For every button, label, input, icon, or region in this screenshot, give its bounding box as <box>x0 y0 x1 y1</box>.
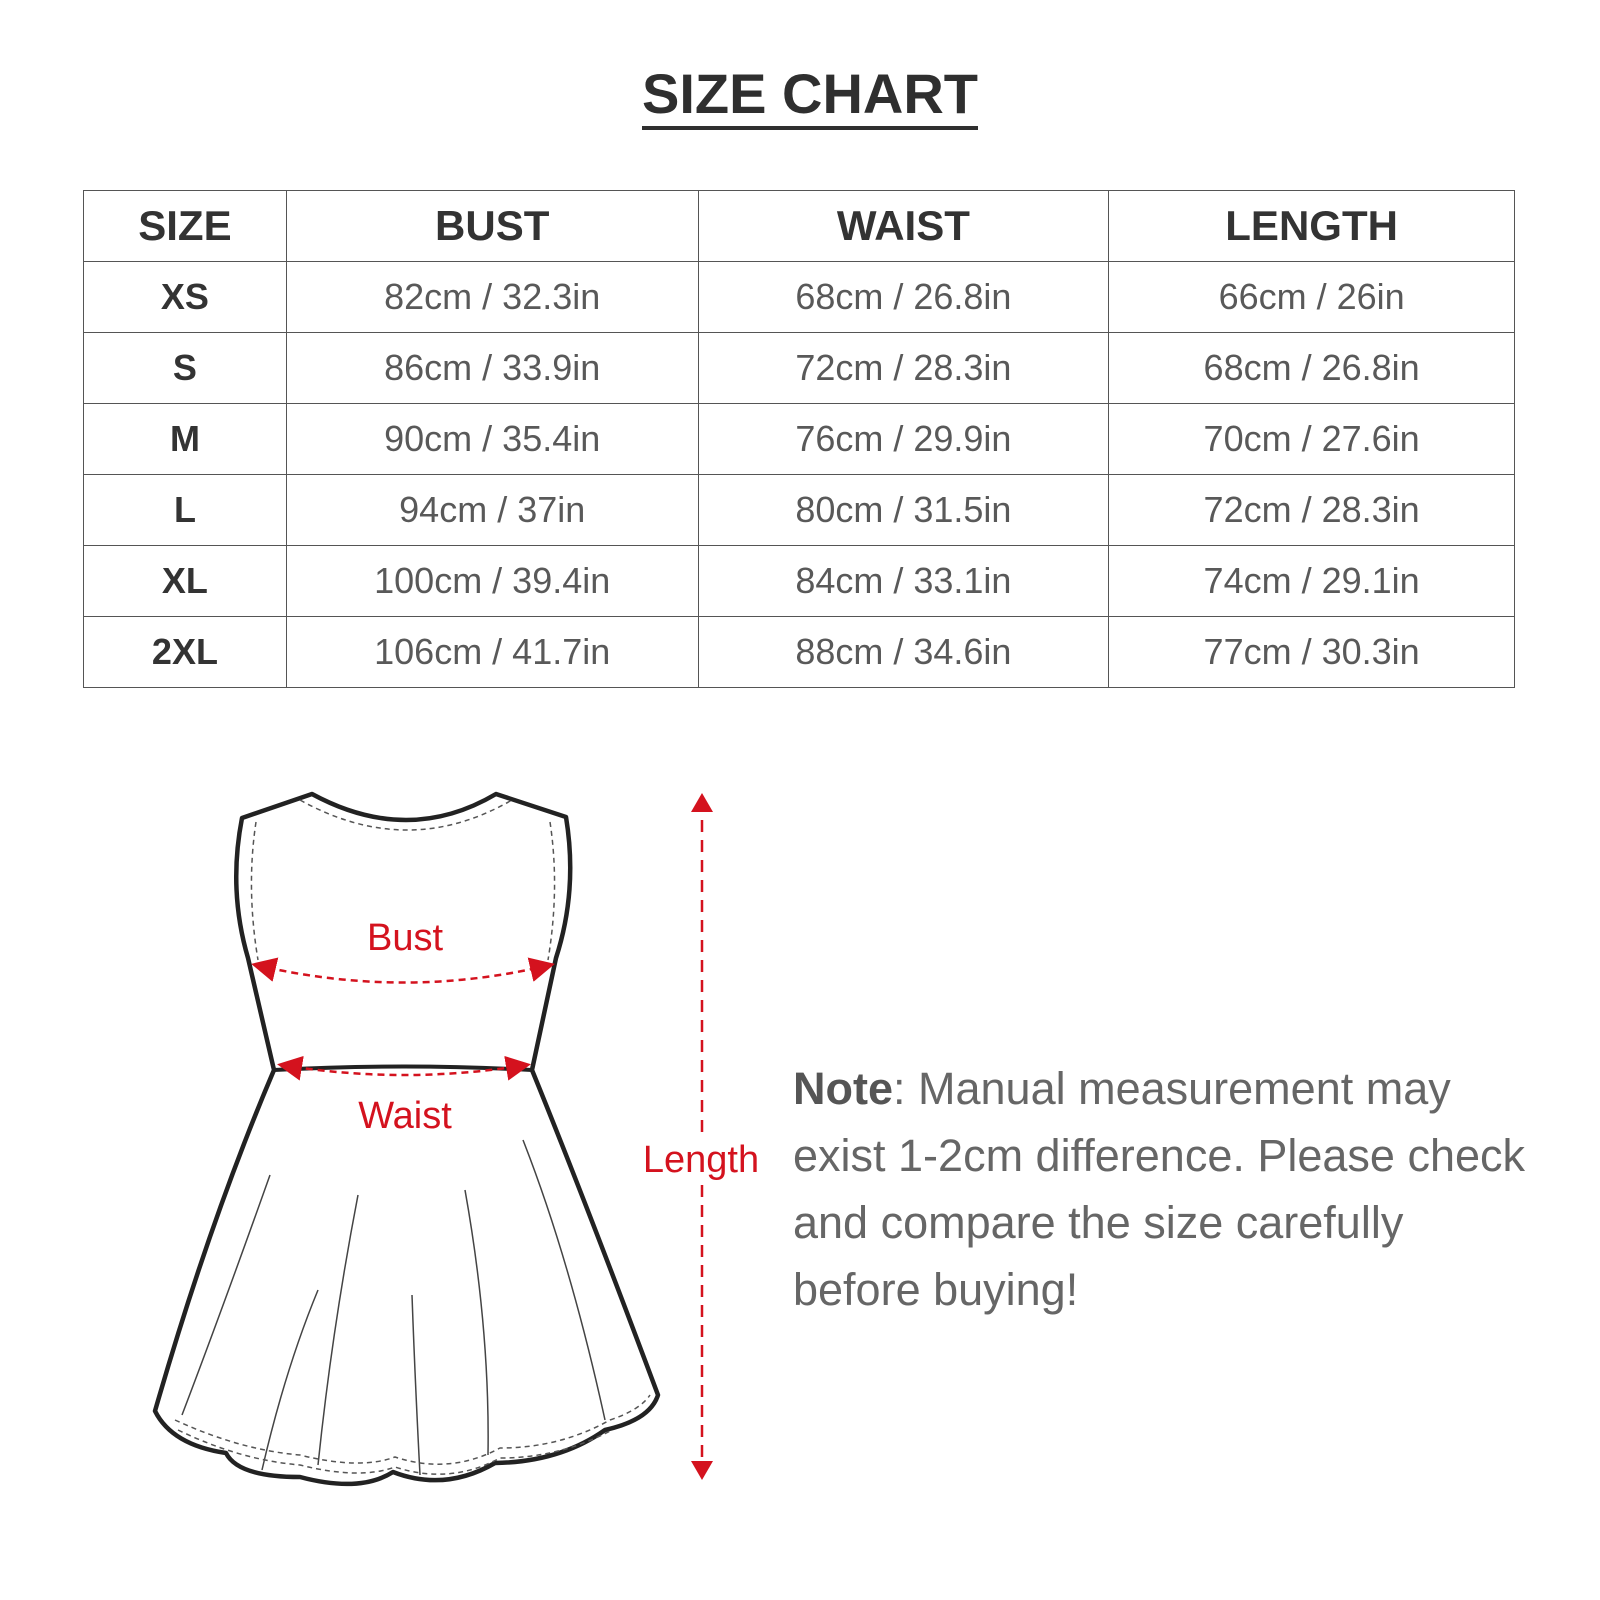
size-table <box>83 190 1515 688</box>
bust-cell: 106cm / 41.7in <box>286 617 698 688</box>
note-text: : Manual measurement may exist 1-2cm difference. Please check and compare the size carefully before buying! <box>793 1063 1526 1315</box>
waist-cell: 72cm / 28.3in <box>698 333 1109 404</box>
size-cell: XL <box>84 546 287 617</box>
table-row <box>84 546 1515 617</box>
page-title: SIZE CHART <box>642 62 978 130</box>
length-arrow-bottom-icon <box>691 1461 713 1480</box>
waist-cell: 80cm / 31.5in <box>698 475 1109 546</box>
table-header-row <box>84 191 1515 262</box>
table-row <box>84 262 1515 333</box>
measurement-note <box>793 1055 1533 1323</box>
waist-cell: 88cm / 34.6in <box>698 617 1109 688</box>
length-label: Length <box>642 1139 760 1181</box>
dress-measurement-diagram <box>0 760 800 1520</box>
header-length: LENGTH <box>1109 191 1515 262</box>
size-chart-title-wrap <box>0 62 1600 130</box>
bust-cell: 82cm / 32.3in <box>286 262 698 333</box>
waist-label: Waist <box>358 1095 452 1137</box>
length-cell: 66cm / 26in <box>1109 262 1515 333</box>
length-cell: 74cm / 29.1in <box>1109 546 1515 617</box>
table-row <box>84 475 1515 546</box>
length-arrow-top-icon <box>691 793 713 812</box>
table-row <box>84 333 1515 404</box>
size-cell: XS <box>84 262 287 333</box>
header-bust: BUST <box>286 191 698 262</box>
length-cell: 68cm / 26.8in <box>1109 333 1515 404</box>
waist-cell: 68cm / 26.8in <box>698 262 1109 333</box>
size-cell: S <box>84 333 287 404</box>
bust-cell: 94cm / 37in <box>286 475 698 546</box>
table-row <box>84 617 1515 688</box>
waist-cell: 84cm / 33.1in <box>698 546 1109 617</box>
size-cell: 2XL <box>84 617 287 688</box>
waist-cell: 76cm / 29.9in <box>698 404 1109 475</box>
dress-outline <box>155 794 658 1484</box>
bust-cell: 90cm / 35.4in <box>286 404 698 475</box>
note-lead: Note <box>793 1063 893 1114</box>
length-cell: 70cm / 27.6in <box>1109 404 1515 475</box>
table-row <box>84 404 1515 475</box>
bust-cell: 86cm / 33.9in <box>286 333 698 404</box>
bust-label: Bust <box>366 917 444 959</box>
length-cell: 72cm / 28.3in <box>1109 475 1515 546</box>
size-cell: M <box>84 404 287 475</box>
header-waist: WAIST <box>698 191 1109 262</box>
bust-cell: 100cm / 39.4in <box>286 546 698 617</box>
size-cell: L <box>84 475 287 546</box>
length-cell: 77cm / 30.3in <box>1109 617 1515 688</box>
header-size: SIZE <box>84 191 287 262</box>
